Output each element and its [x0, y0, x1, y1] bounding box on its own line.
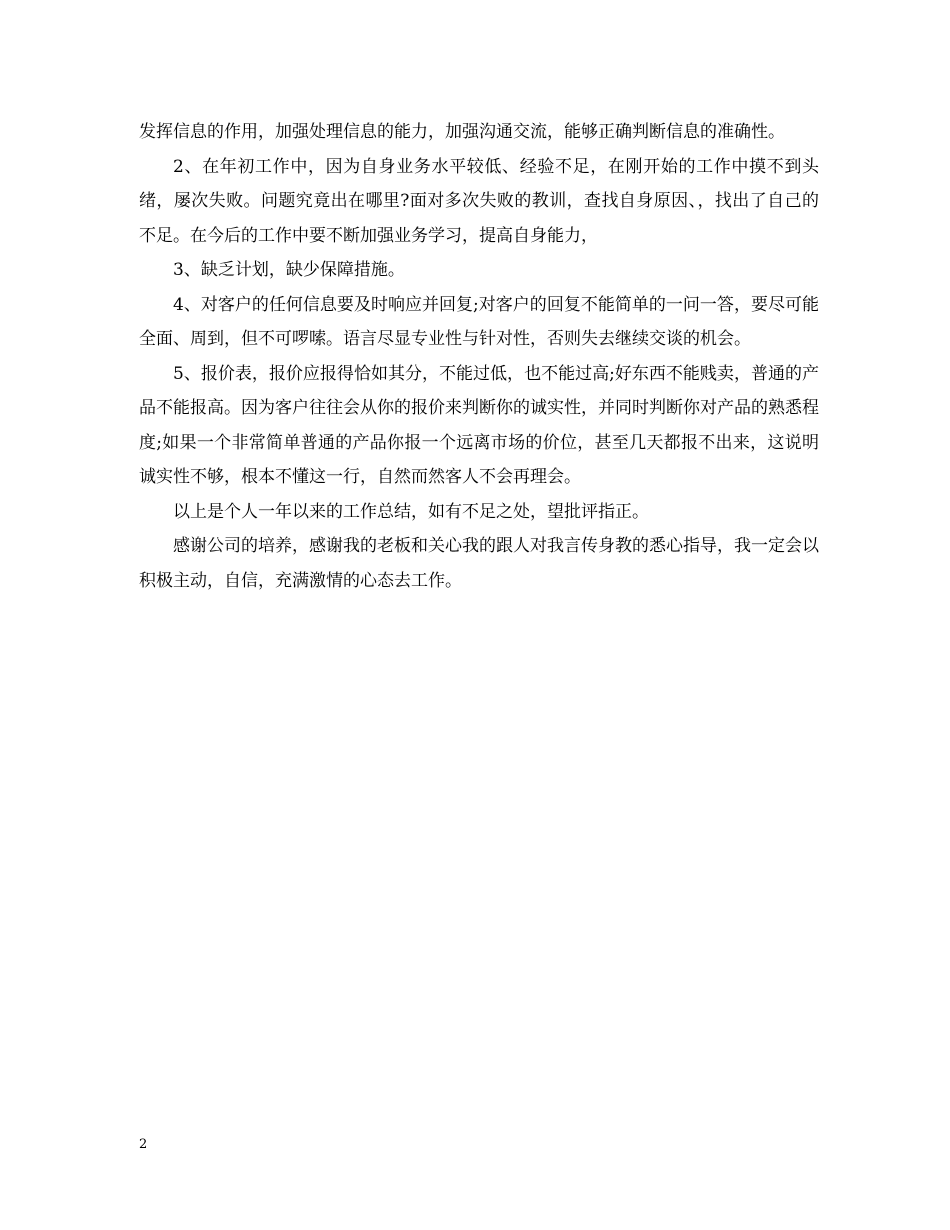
paragraph-item-2: 2、在年初工作中，因为自身业务水平较低、经验不足，在刚开始的工作中摸不到头绪，屡次失败。问题究竟出在哪里?面对多次失败的教训，查找自身原因、，找出了自己的不足。在今后的工作中要不断加强业务学习，提高自身能力， — [139, 156, 819, 246]
page-number: 2 — [139, 1137, 148, 1152]
paragraph-item-4: 4、对客户的任何信息要及时响应并回复;对客户的回复不能简单的一问一答，要尽可能全面、周到，但不可啰嗦。语言尽显专业性与针对性，否则失去继续交谈的机会。 — [139, 294, 819, 349]
paragraph-item-3: 3、缺乏计划，缺少保障措施。 — [173, 260, 405, 280]
paragraph-item-5: 5、报价表，报价应报得恰如其分，不能过低，也不能过高;好东西不能贱卖，普通的产品不能报高。因为客户往往会从你的报价来判断你的诚实性，并同时判断你对产品的熟悉程度;如果一个非常简单普通的产品你报一个远离市场的价位，甚至几天都报不出来，这说明诚实性不够，根本不懂这一行，自然而然客人不会再理会。 — [139, 363, 819, 487]
paragraph-summary: 以上是个人一年以来的工作总结，如有不足之处，望批评指正。 — [173, 501, 649, 522]
paragraph-continuation: 发挥信息的作用，加强处理信息的能力，加强沟通交流，能够正确判断信息的准确性。 — [139, 122, 785, 142]
paragraph-thanks: 感谢公司的培养，感谢我的老板和关心我的跟人对我言传身教的悉心指导，我一定会以积极主动，自信，充满激情的心态去工作。 — [139, 536, 819, 591]
document-body — [139, 115, 819, 598]
